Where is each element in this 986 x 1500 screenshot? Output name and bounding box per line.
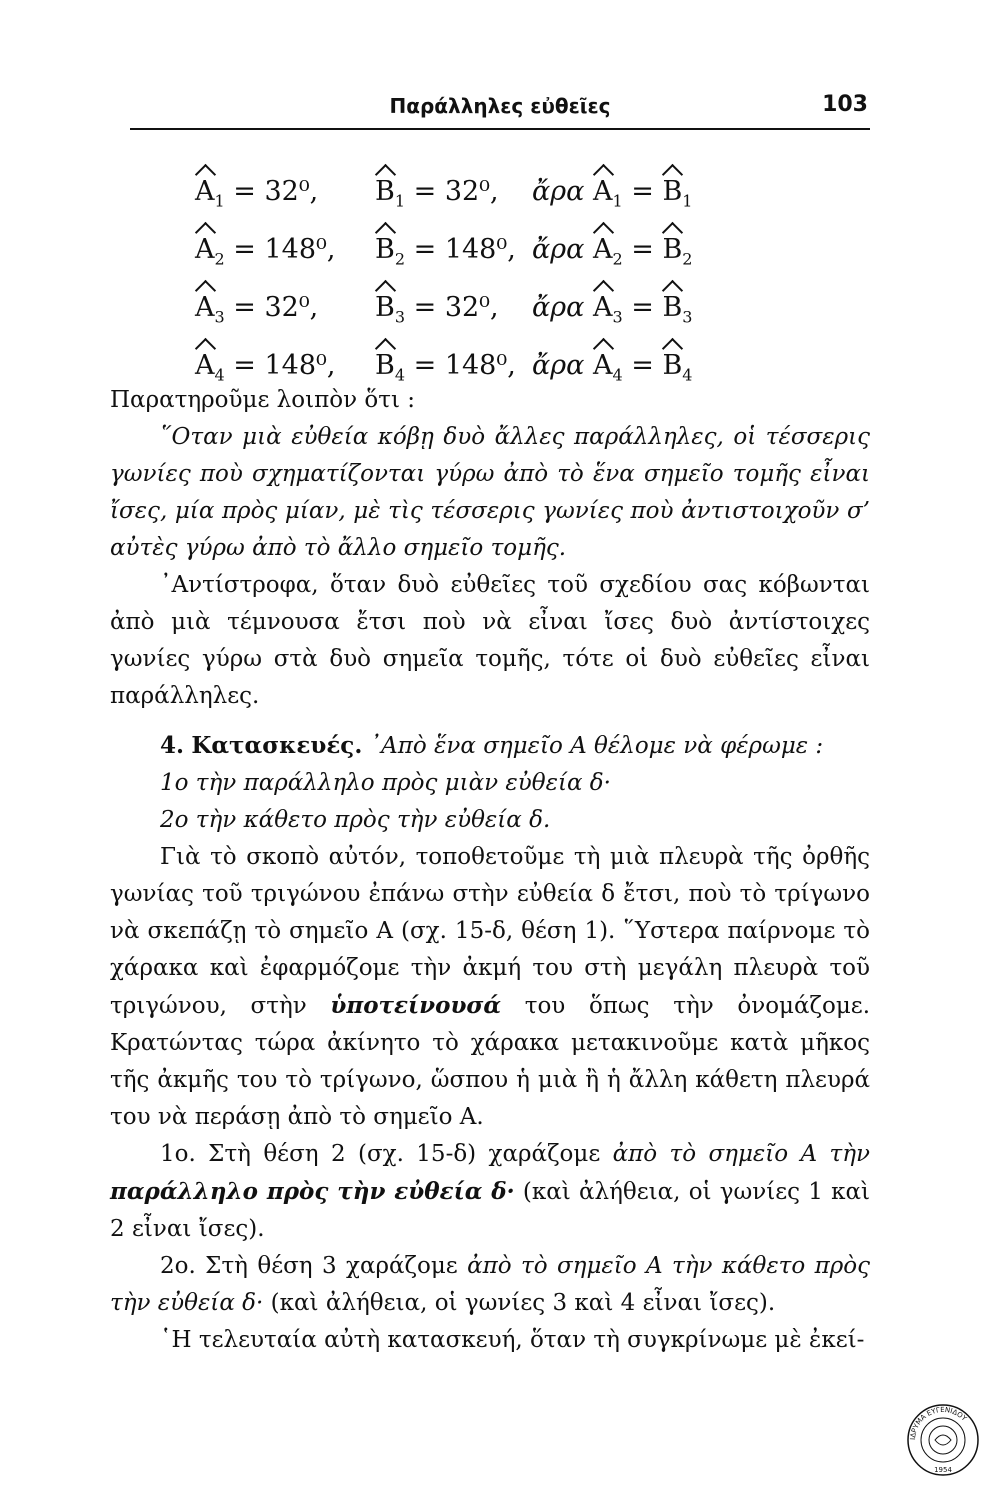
angle-equations	[195, 160, 755, 392]
foundation-seal	[905, 1402, 981, 1478]
method-paragraph: Γιὰ τὸ σκοπὸ αὐτόν, τοποθετοῦμε τὴ μιὰ πλευρὰ τῆς ὀρθῆς γωνίας τοῦ τριγώνου ἐπάνω στὴν εὐθεία δ ἔτσι, ποὺ τὸ τρίγωνο νὰ σκεπάζῃ τὸ σημεῖο Α (σχ. 15-δ, θέση 1). ῞Υστερα παίρνομε τὸ χάρακα καὶ ἐφαρμόζομε τὴν ἀκμή του στὴ μεγάλη πλευρὰ τοῦ τριγώνου, στὴν ὑποτείνουσά του ὅπως τὴν ὀνομάζομε. Κρατώντας τώρα ἀκίνητο τὸ χάρακα μετακινοῦμε κατὰ μῆκος τῆς ἀκμῆς του τὸ τρίγωνο, ὥσπου ἡ μιὰ ἢ ἡ ἄλλη κάθετη πλευρά του νὰ περάσῃ ἀπὸ τὸ σημεῖο Α.	[110, 844, 871, 1130]
angle-a4: $A_4$	[195, 349, 225, 384]
equation-row: $A_1 = 32^0$, $B_1 = 32^0$, ἄρα $A_1 = B_1$	[195, 175, 693, 210]
equation-row: $A_2 = 148^0$, $B_2 = 148^0$, ἄρα $A_2 = B_2$	[195, 233, 693, 268]
section-intro: ᾿Απὸ ἕνα σημεῖο Α θέλομε νὰ φέρωμε :	[369, 733, 824, 759]
last-line: ῾Η τελευταία αὐτὴ κατασκευή, ὅταν τὴ συγκρίνωμε μὲ ἐκεί-	[160, 1327, 865, 1353]
converse-paragraph: ᾿Αντίστροφα, ὅταν δυὸ εὐθεῖες τοῦ σχεδίου σας κόβωνται ἀπὸ μιὰ τέμνουσα ἔτσι ποὺ νὰ εἶναι ἴσες δυὸ ἀντίστοιχες γωνίες γύρω στὰ δυὸ σημεῖα τομῆς, τότε οἱ δυὸ εὐθεῖες εἶναι παράλληλες.	[110, 572, 870, 709]
header-title: Παράλληλες εὐθεῖες	[389, 94, 611, 118]
observe-line: Παρατηροῦμε λοιπὸν ὅτι :	[110, 387, 416, 413]
angle-b3: $B_3$	[375, 291, 406, 326]
angle-a2: $A_2$	[195, 233, 225, 268]
step-2: 2ο. Στὴ θέση 3 χαράζομε ἀπὸ τὸ σημεῖο Α τὴν κάθετο πρὸς τὴν εὐθεία δ· (καὶ ἀλήθεια, οἱ γωνίες 3 καὶ 4 εἶναι ἴσες).	[110, 1253, 870, 1316]
equation-row: $A_4 = 148^0$, $B_4 = 148^0$, ἄρα $A_4 = B_4$	[195, 349, 693, 384]
angle-a3: $A_3$	[195, 291, 225, 326]
angle-b1: $B_1$	[375, 175, 406, 210]
section-heading: 4. Κατασκευές. ᾿Απὸ ἕνα σημεῖο Α θέλομε νὰ φέρωμε :	[160, 732, 824, 759]
angle-a1: $A_1$	[195, 175, 225, 210]
seal-text: ΙΔΡΥΜΑ ΕΥΓΕΝΙΔΟΥ	[908, 1405, 969, 1441]
body-text	[110, 382, 870, 1359]
hypotenuse-term: ὑποτείνουσά	[330, 992, 502, 1019]
seal-year: 1954	[934, 1466, 952, 1474]
theorem-statement: ῞Οταν μιὰ εὐθεία κόβῃ δυὸ ἄλλες παράλληλες, οἱ τέσσερις γωνίες ποὺ σχηματίζονται γύρω ἀπὸ τὸ ἕνα σημεῖο τομῆς εἶναι ἴσες, μία πρὸς μίαν, μὲ τὶς τέσσερις γωνίες ποὺ ἀντιστοιχοῦν σ’ αὐτὲς γύρω ἀπὸ τὸ ἄλλο σημεῖο τομῆς.	[110, 424, 870, 561]
task-1: 1ο τὴν παράλληλο πρὸς μιὰν εὐθεία δ·	[160, 770, 611, 796]
svg-text:ΙΔΡΥΜΑ ΕΥΓΕΝΙΔΟΥ	[909, 1406, 969, 1440]
section-title: Κατασκευές.	[191, 732, 363, 759]
running-header	[130, 92, 870, 130]
equation-row: $A_3 = 32^0$, $B_3 = 32^0$, ἄρα $A_3 = B_3$	[195, 291, 693, 326]
page-number: 103	[822, 92, 868, 117]
step-1: 1ο. Στὴ θέση 2 (σχ. 15-δ) χαράζομε ἀπὸ τὸ σημεῖο Α τὴν παράλληλο πρὸς τὴν εὐθεία δ· (καὶ ἀλήθεια, οἱ γωνίες 1 καὶ 2 εἶναι ἴσες).	[110, 1141, 871, 1242]
angle-b2: $B_2$	[375, 233, 406, 268]
task-2: 2ο τὴν κάθετο πρὸς τὴν εὐθεία δ.	[160, 807, 551, 833]
angle-b4: $B_4$	[375, 349, 406, 384]
